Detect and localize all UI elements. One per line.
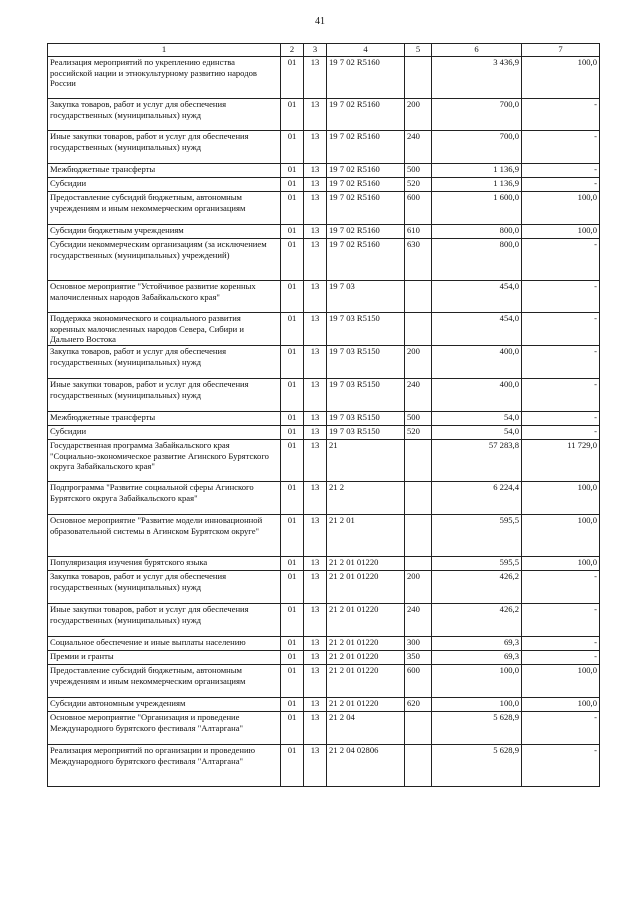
table-cell-c2: 01 [281, 239, 304, 281]
table-cell-c6: 100,0 [432, 665, 522, 698]
table-cell-c4: 19 7 02 R5160 [327, 99, 405, 131]
table-cell-c5 [405, 313, 432, 346]
table-row [48, 164, 600, 178]
table-cell-c4: 19 7 02 R5160 [327, 178, 405, 192]
table-row [48, 571, 600, 604]
table-cell-c5: 240 [405, 131, 432, 164]
table-cell-c5: 240 [405, 604, 432, 637]
table-cell-c3: 13 [304, 637, 327, 651]
table-cell-c3: 13 [304, 57, 327, 99]
table-cell-c3: 13 [304, 164, 327, 178]
table-row [48, 698, 600, 712]
table-cell-name: Основное мероприятие "Устойчивое развитие коренных малочисленных народов Забайкальского края" [48, 281, 281, 313]
table-cell-c5: 630 [405, 239, 432, 281]
table-cell-name: Закупка товаров, работ и услуг для обеспечения государственных (муниципальных) нужд [48, 99, 281, 131]
table-cell-c5 [405, 515, 432, 557]
table-cell-c4: 19 7 03 R5150 [327, 426, 405, 440]
column-header: 7 [522, 44, 600, 57]
table-cell-c6: 400,0 [432, 379, 522, 412]
table-cell-name: Субсидии некоммерческим организациям (за исключением государственных (муниципальных) учреждений) [48, 239, 281, 281]
table-cell-c5: 610 [405, 225, 432, 239]
table-cell-c7: - [522, 379, 600, 412]
table-cell-c7: 100,0 [522, 665, 600, 698]
table-cell-c2: 01 [281, 178, 304, 192]
table-row [48, 412, 600, 426]
table-row [48, 346, 600, 379]
table-cell-c2: 01 [281, 557, 304, 571]
table-cell-c4: 21 2 01 01220 [327, 571, 405, 604]
table-cell-c2: 01 [281, 131, 304, 164]
table-row [48, 637, 600, 651]
table-cell-c6: 3 436,9 [432, 57, 522, 99]
table-cell-c3: 13 [304, 379, 327, 412]
table-cell-c6: 454,0 [432, 281, 522, 313]
table-cell-c2: 01 [281, 665, 304, 698]
table-cell-c7: - [522, 745, 600, 787]
table-cell-c7: - [522, 178, 600, 192]
table-cell-c4: 19 7 03 [327, 281, 405, 313]
table-cell-name: Предоставление субсидий бюджетным, автономным учреждениям и иным некоммерческим организациям [48, 665, 281, 698]
table-row [48, 440, 600, 482]
table-cell-c5: 200 [405, 571, 432, 604]
table-cell-c5 [405, 712, 432, 745]
table-cell-c2: 01 [281, 440, 304, 482]
table-cell-c7: - [522, 712, 600, 745]
column-header: 5 [405, 44, 432, 57]
table-cell-c7: 100,0 [522, 698, 600, 712]
table-cell-c2: 01 [281, 57, 304, 99]
table-cell-c4: 21 2 01 [327, 515, 405, 557]
table-cell-name: Иные закупки товаров, работ и услуг для обеспечения государственных (муниципальных) нужд [48, 604, 281, 637]
table-cell-c5: 620 [405, 698, 432, 712]
table-cell-name: Основное мероприятие "Организация и проведение Международного бурятского фестиваля "Алтаргана" [48, 712, 281, 745]
page-number: 41 [315, 16, 325, 27]
table-cell-c7: 100,0 [522, 557, 600, 571]
table-cell-name: Реализация мероприятий по организации и проведению Международного бурятского фестиваля "Алтаргана" [48, 745, 281, 787]
table-cell-c3: 13 [304, 99, 327, 131]
table-row [48, 178, 600, 192]
table-row [48, 99, 600, 131]
table-cell-c2: 01 [281, 482, 304, 515]
table-cell-c5: 520 [405, 426, 432, 440]
table-cell-c7: - [522, 239, 600, 281]
table-cell-c5: 500 [405, 412, 432, 426]
table-cell-c3: 13 [304, 745, 327, 787]
table-cell-name: Субсидии [48, 178, 281, 192]
table-cell-c7: 100,0 [522, 515, 600, 557]
column-header: 4 [327, 44, 405, 57]
table-cell-c4: 21 2 01 01220 [327, 651, 405, 665]
table-cell-c5: 500 [405, 164, 432, 178]
table-cell-c5: 600 [405, 665, 432, 698]
table-cell-name: Субсидии автономным учреждениям [48, 698, 281, 712]
table-cell-c6: 700,0 [432, 99, 522, 131]
table-row [48, 225, 600, 239]
table-cell-c4: 19 7 03 R5150 [327, 412, 405, 426]
table-cell-c4: 21 2 01 01220 [327, 665, 405, 698]
table-cell-c6: 1 600,0 [432, 192, 522, 225]
table-cell-c4: 19 7 02 R5160 [327, 239, 405, 281]
table-cell-c3: 13 [304, 571, 327, 604]
table-row [48, 745, 600, 787]
table-body [48, 57, 600, 787]
table-cell-c3: 13 [304, 665, 327, 698]
table-cell-c2: 01 [281, 192, 304, 225]
table-cell-c3: 13 [304, 178, 327, 192]
table-cell-c6: 5 628,9 [432, 745, 522, 787]
table-cell-c4: 19 7 03 R5150 [327, 379, 405, 412]
table-row [48, 604, 600, 637]
table-cell-c5 [405, 281, 432, 313]
table-cell-c6: 69,3 [432, 651, 522, 665]
table-cell-c5 [405, 745, 432, 787]
table-cell-c6: 69,3 [432, 637, 522, 651]
column-header: 6 [432, 44, 522, 57]
table-cell-name: Реализация мероприятий по укреплению единства российской нации и этнокультурному развитию народов России [48, 57, 281, 99]
table-cell-c7: - [522, 412, 600, 426]
table-cell-c5 [405, 482, 432, 515]
table-cell-c7: 11 729,0 [522, 440, 600, 482]
table-cell-c2: 01 [281, 99, 304, 131]
table-cell-c5: 200 [405, 346, 432, 379]
table-row [48, 239, 600, 281]
table-cell-c3: 13 [304, 313, 327, 346]
table-cell-c2: 01 [281, 637, 304, 651]
table-cell-c6: 6 224,4 [432, 482, 522, 515]
table-cell-c4: 19 7 02 R5160 [327, 164, 405, 178]
table-cell-name: Основное мероприятие "Развитие модели инновационной образовательной системы в Агинском Бурятском округе" [48, 515, 281, 557]
table-cell-c7: 100,0 [522, 192, 600, 225]
table-cell-name: Премии и гранты [48, 651, 281, 665]
table-cell-c5: 200 [405, 99, 432, 131]
table-cell-c2: 01 [281, 164, 304, 178]
table-cell-c6: 54,0 [432, 426, 522, 440]
table-cell-c7: - [522, 604, 600, 637]
table-cell-c6: 426,2 [432, 604, 522, 637]
table-cell-c3: 13 [304, 482, 327, 515]
table-row [48, 426, 600, 440]
table-cell-c3: 13 [304, 651, 327, 665]
table-cell-c7: - [522, 651, 600, 665]
table-cell-c4: 21 2 01 01220 [327, 557, 405, 571]
table-cell-c2: 01 [281, 698, 304, 712]
table-cell-c7: - [522, 99, 600, 131]
table-cell-c3: 13 [304, 557, 327, 571]
table-cell-name: Иные закупки товаров, работ и услуг для обеспечения государственных (муниципальных) нужд [48, 379, 281, 412]
table-cell-name: Предоставление субсидий бюджетным, автономным учреждениям и иным некоммерческим организациям [48, 192, 281, 225]
table-cell-c2: 01 [281, 426, 304, 440]
table-cell-c4: 19 7 03 R5150 [327, 313, 405, 346]
table-cell-c4: 21 2 [327, 482, 405, 515]
table-cell-c3: 13 [304, 131, 327, 164]
table-cell-c2: 01 [281, 745, 304, 787]
table-cell-c2: 01 [281, 515, 304, 557]
table-cell-c4: 21 [327, 440, 405, 482]
table-cell-c6: 454,0 [432, 313, 522, 346]
table-cell-c2: 01 [281, 346, 304, 379]
table-cell-name: Межбюджетные трансферты [48, 412, 281, 426]
table-cell-c3: 13 [304, 712, 327, 745]
table-row [48, 57, 600, 99]
table-cell-c5 [405, 557, 432, 571]
table-cell-c2: 01 [281, 225, 304, 239]
header-row [48, 44, 600, 57]
table-cell-name: Иные закупки товаров, работ и услуг для обеспечения государственных (муниципальных) нужд [48, 131, 281, 164]
table-cell-c5: 350 [405, 651, 432, 665]
column-header: 2 [281, 44, 304, 57]
table-row [48, 482, 600, 515]
table-cell-c3: 13 [304, 281, 327, 313]
table-cell-c5: 300 [405, 637, 432, 651]
table-cell-name: Популяризация изучения бурятского языка [48, 557, 281, 571]
table-row [48, 557, 600, 571]
table-cell-c4: 19 7 03 R5150 [327, 346, 405, 379]
table-cell-c7: - [522, 281, 600, 313]
table-cell-c4: 21 2 01 01220 [327, 698, 405, 712]
table-cell-c3: 13 [304, 239, 327, 281]
table-cell-c2: 01 [281, 379, 304, 412]
table-cell-c7: 100,0 [522, 225, 600, 239]
table-cell-c2: 01 [281, 571, 304, 604]
table-cell-c4: 21 2 01 01220 [327, 637, 405, 651]
table-cell-c5 [405, 440, 432, 482]
table-cell-name: Закупка товаров, работ и услуг для обеспечения государственных (муниципальных) нужд [48, 571, 281, 604]
table-cell-c2: 01 [281, 313, 304, 346]
table-cell-c3: 13 [304, 515, 327, 557]
table-cell-name: Межбюджетные трансферты [48, 164, 281, 178]
table-cell-c6: 426,2 [432, 571, 522, 604]
table-row [48, 313, 600, 346]
column-header: 1 [48, 44, 281, 57]
table-cell-c6: 100,0 [432, 698, 522, 712]
table-cell-c3: 13 [304, 604, 327, 637]
table-cell-c7: 100,0 [522, 482, 600, 515]
table-cell-name: Субсидии бюджетным учреждениям [48, 225, 281, 239]
table-cell-name: Государственная программа Забайкальского края "Социально-экономическое развитие Агинского Бурятского округа Забайкальского края" [48, 440, 281, 482]
table-cell-c7: - [522, 571, 600, 604]
table-cell-c4: 21 2 04 [327, 712, 405, 745]
table-cell-c3: 13 [304, 225, 327, 239]
table-cell-c6: 57 283,8 [432, 440, 522, 482]
table-cell-c5: 240 [405, 379, 432, 412]
table-cell-c7: - [522, 131, 600, 164]
table-row [48, 665, 600, 698]
table-cell-c6: 400,0 [432, 346, 522, 379]
table-cell-c3: 13 [304, 698, 327, 712]
table-cell-c6: 1 136,9 [432, 164, 522, 178]
table-cell-c6: 800,0 [432, 239, 522, 281]
table-cell-c7: - [522, 164, 600, 178]
table-cell-c7: - [522, 637, 600, 651]
table-row [48, 515, 600, 557]
table-cell-c7: 100,0 [522, 57, 600, 99]
column-header: 3 [304, 44, 327, 57]
table-cell-c4: 19 7 02 R5160 [327, 225, 405, 239]
table-cell-c2: 01 [281, 412, 304, 426]
table-cell-c6: 595,5 [432, 515, 522, 557]
table-cell-c7: - [522, 346, 600, 379]
table-cell-c5: 600 [405, 192, 432, 225]
table-cell-c3: 13 [304, 412, 327, 426]
table-cell-c2: 01 [281, 712, 304, 745]
table-row [48, 651, 600, 665]
table-cell-c4: 19 7 02 R5160 [327, 57, 405, 99]
table-cell-c5 [405, 57, 432, 99]
table-cell-c6: 54,0 [432, 412, 522, 426]
table-row [48, 712, 600, 745]
table-row [48, 379, 600, 412]
table-cell-c6: 700,0 [432, 131, 522, 164]
table-cell-c2: 01 [281, 651, 304, 665]
table-cell-c4: 19 7 02 R5160 [327, 131, 405, 164]
table-cell-c3: 13 [304, 440, 327, 482]
table-row [48, 131, 600, 164]
table-row [48, 281, 600, 313]
table-cell-c3: 13 [304, 426, 327, 440]
table-cell-c4: 21 2 04 02806 [327, 745, 405, 787]
table-cell-name: Социальное обеспечение и иные выплаты населению [48, 637, 281, 651]
table-cell-c3: 13 [304, 192, 327, 225]
table-cell-c7: - [522, 313, 600, 346]
budget-table [47, 43, 600, 787]
table-cell-c4: 19 7 02 R5160 [327, 192, 405, 225]
table-cell-c6: 1 136,9 [432, 178, 522, 192]
table-cell-name: Закупка товаров, работ и услуг для обеспечения государственных (муниципальных) нужд [48, 346, 281, 379]
table-cell-name: Подпрограмма "Развитие социальной сферы Агинского Бурятского округа Забайкальского края" [48, 482, 281, 515]
table-cell-c5: 520 [405, 178, 432, 192]
table-row [48, 192, 600, 225]
table-cell-c2: 01 [281, 604, 304, 637]
table-cell-c6: 595,5 [432, 557, 522, 571]
table-cell-c6: 5 628,9 [432, 712, 522, 745]
table-cell-c4: 21 2 01 01220 [327, 604, 405, 637]
table-cell-c6: 800,0 [432, 225, 522, 239]
table-cell-name: Поддержка экономического и социального развития коренных малочисленных народов Севера, Сибири и Дальнего Востока [48, 313, 281, 346]
table-cell-name: Субсидии [48, 426, 281, 440]
table-cell-c7: - [522, 426, 600, 440]
table-cell-c2: 01 [281, 281, 304, 313]
table-cell-c3: 13 [304, 346, 327, 379]
